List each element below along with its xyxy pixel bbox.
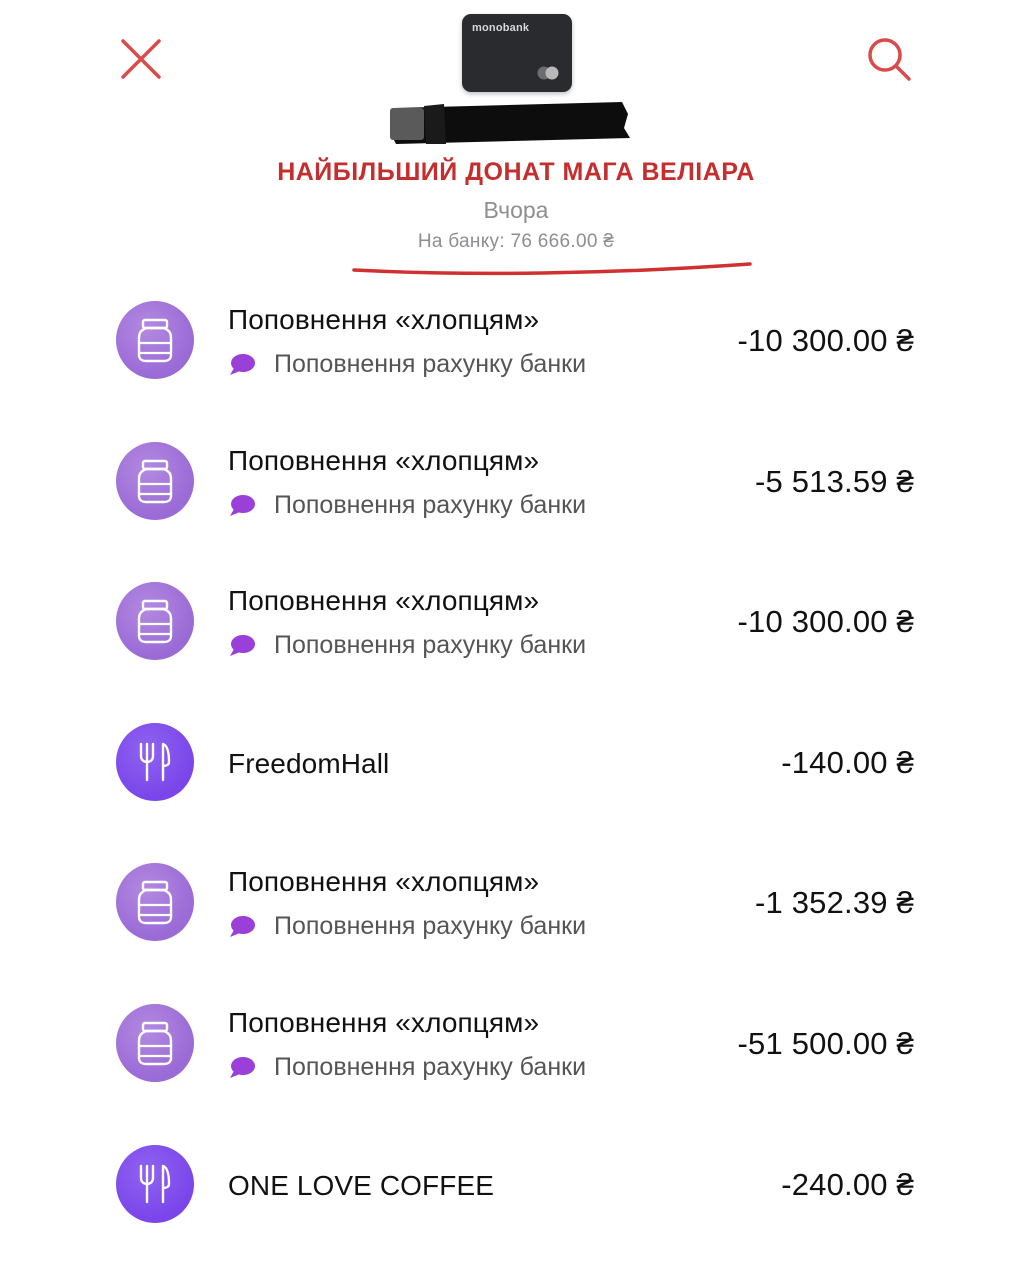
transaction-comment [228,1053,586,1082]
transaction-amount: -10 300.00 ₴ [737,323,914,358]
transaction-row[interactable] [100,431,930,531]
transaction-comment-text: Поповнення рахунку банки [274,912,587,940]
transaction-amount: -5 513.59 ₴ [754,464,914,499]
jar-icon [116,582,194,660]
transaction-row[interactable] [100,712,930,812]
transaction-amount: -140.00 ₴ [781,745,914,780]
jar-balance: На банку: 76 666.00 ₴ [417,231,615,252]
transaction-title: Поповнення «хлопцям» [228,585,540,616]
transaction-title: FreedomHall [228,748,390,779]
transaction-comment [228,350,586,379]
comment-icon [228,915,256,939]
transaction-amount: -240.00 ₴ [781,1167,914,1202]
comment-icon [228,1056,256,1080]
card-brand-label: monobank [472,22,530,34]
transaction-comment [228,631,586,660]
fork-knife-icon [116,1145,194,1223]
jar-icon [116,1004,194,1082]
transaction-title: Поповнення «хлопцям» [228,304,540,335]
transaction-title: Поповнення «хлопцям» [228,866,540,897]
transaction-row[interactable] [100,1134,930,1234]
transaction-comment [228,912,586,941]
jar-icon [116,863,194,941]
transaction-amount: -51 500.00 ₴ [737,1026,914,1061]
jar-icon [116,442,194,520]
transaction-row[interactable] [100,993,930,1093]
transaction-title: ONE LOVE COFFEE [228,1170,494,1201]
transaction-comment-text: Поповнення рахунку банки [274,350,587,378]
transaction-comment-text: Поповнення рахунку банки [274,1053,587,1081]
fork-knife-icon [116,723,194,801]
jar-icon [116,301,194,379]
comment-icon [228,494,256,518]
transaction-amount: -1 352.39 ₴ [754,885,914,920]
transaction-row[interactable] [100,571,930,671]
transaction-amount: -10 300.00 ₴ [737,604,914,639]
transaction-comment [228,491,586,520]
page-title: НАЙБІЛЬШИЙ ДОНАТ МАГА ВЕЛІАРА [277,158,755,186]
transaction-comment-text: Поповнення рахунку банки [274,631,587,659]
transaction-comment-text: Поповнення рахунку банки [274,491,587,519]
comment-icon [228,353,256,377]
transaction-title: Поповнення «хлопцям» [228,445,540,476]
date-label: Вчора [483,197,549,223]
transaction-row[interactable] [100,290,930,390]
transaction-row[interactable] [100,852,930,952]
transaction-title: Поповнення «хлопцям» [228,1007,540,1038]
comment-icon [228,634,256,658]
